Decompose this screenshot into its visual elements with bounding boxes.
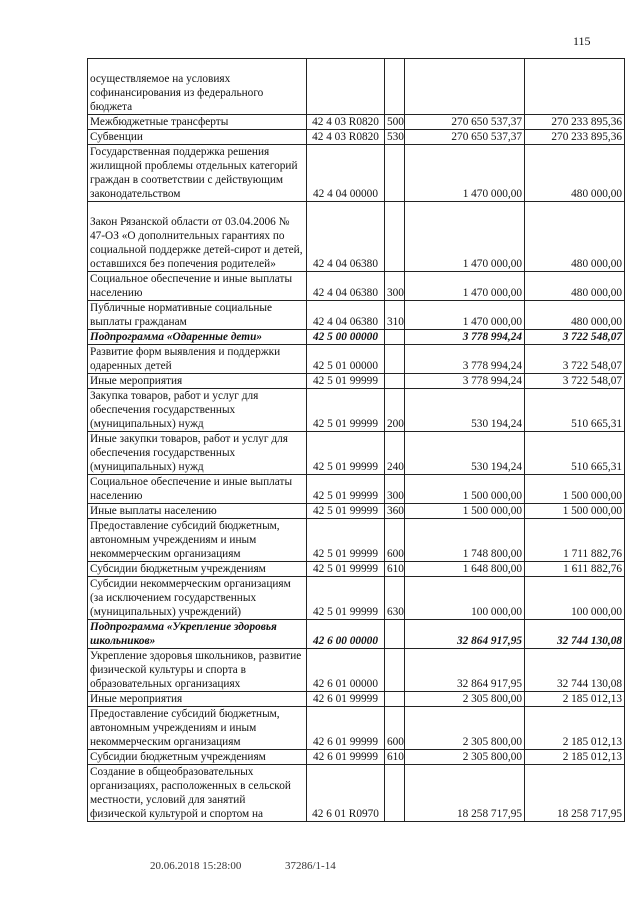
row-amount-2-cell: 2 185 012,13 [525, 707, 625, 750]
row-code-cell: 42 5 01 99999 [307, 504, 385, 519]
row-amount-1-cell: 32 864 917,95 [405, 649, 525, 692]
row-expense-type-cell: 240 [385, 432, 405, 475]
table-row [88, 577, 625, 620]
row-expense-type-cell: 360 [385, 504, 405, 519]
row-amount-1-cell: 2 305 800,00 [405, 750, 525, 765]
row-amount-1-cell: 1 470 000,00 [405, 202, 525, 272]
table-row [88, 432, 625, 475]
row-amount-1-cell: 530 194,24 [405, 432, 525, 475]
row-code-cell: 42 6 01 99999 [307, 692, 385, 707]
row-amount-2-cell: 32 744 130,08 [525, 649, 625, 692]
row-name-cell: Государственная поддержка решения жилищной проблемы отдельных категорий граждан в соответствии с действующим законодательством [88, 145, 307, 202]
row-amount-2-cell: 3 722 548,07 [525, 330, 625, 345]
table-row [88, 330, 625, 345]
table-row [88, 115, 625, 130]
row-amount-1-cell: 3 778 994,24 [405, 345, 525, 374]
row-amount-1-cell: 270 650 537,37 [405, 115, 525, 130]
row-expense-type-cell [385, 202, 405, 272]
row-amount-1-cell: 1 470 000,00 [405, 301, 525, 330]
row-code-cell: 42 4 04 00000 [307, 145, 385, 202]
row-name-cell: Укрепление здоровья школьников, развитие физической культуры и спорта в образовательных организациях [88, 649, 307, 692]
row-code-cell: 42 4 03 R0820 [307, 130, 385, 145]
row-amount-2-cell: 480 000,00 [525, 202, 625, 272]
row-expense-type-cell [385, 59, 405, 115]
row-amount-2-cell: 270 233 895,36 [525, 115, 625, 130]
row-name-cell: Иные закупки товаров, работ и услуг для обеспечения государственных (муниципальных) нужд [88, 432, 307, 475]
row-code-cell [307, 59, 385, 115]
row-expense-type-cell: 310 [385, 301, 405, 330]
row-amount-2-cell: 270 233 895,36 [525, 130, 625, 145]
row-amount-2-cell: 1 611 882,76 [525, 562, 625, 577]
row-amount-2-cell: 100 000,00 [525, 577, 625, 620]
row-amount-2-cell: 510 665,31 [525, 389, 625, 432]
row-name-cell: Закон Рязанской области от 03.04.2006 № 47-ОЗ «О дополнительных гарантиях по социальной поддержке детей-сирот и детей, оставшихся без попечения родителей» [88, 202, 307, 272]
budget-table-body [88, 59, 625, 822]
row-name-cell: Создание в общеобразовательных организациях, расположенных в сельской местности, условий для занятий физической культурой и спортом на [88, 765, 307, 822]
row-code-cell: 42 5 01 99999 [307, 475, 385, 504]
row-code-cell: 42 5 01 99999 [307, 389, 385, 432]
table-row [88, 504, 625, 519]
table-row [88, 765, 625, 822]
row-expense-type-cell: 600 [385, 707, 405, 750]
row-amount-1-cell: 3 778 994,24 [405, 374, 525, 389]
row-expense-type-cell: 600 [385, 519, 405, 562]
table-row [88, 389, 625, 432]
row-expense-type-cell [385, 620, 405, 649]
row-code-cell: 42 5 00 00000 [307, 330, 385, 345]
row-code-cell: 42 5 01 99999 [307, 562, 385, 577]
row-code-cell: 42 4 04 06380 [307, 202, 385, 272]
row-code-cell: 42 6 00 00000 [307, 620, 385, 649]
row-code-cell: 42 4 04 06380 [307, 301, 385, 330]
row-expense-type-cell [385, 765, 405, 822]
row-amount-2-cell: 2 185 012,13 [525, 750, 625, 765]
row-amount-2-cell: 480 000,00 [525, 301, 625, 330]
row-expense-type-cell: 300 [385, 475, 405, 504]
row-code-cell: 42 6 01 99999 [307, 707, 385, 750]
row-amount-2-cell: 3 722 548,07 [525, 345, 625, 374]
row-amount-2-cell: 1 500 000,00 [525, 475, 625, 504]
table-row [88, 475, 625, 504]
table-row [88, 620, 625, 649]
row-expense-type-cell [385, 145, 405, 202]
table-row [88, 202, 625, 272]
table-row [88, 59, 625, 115]
row-name-cell: Подпрограмма «Одаренные дети» [88, 330, 307, 345]
row-code-cell: 42 5 01 00000 [307, 345, 385, 374]
table-row [88, 301, 625, 330]
row-amount-2-cell: 3 722 548,07 [525, 374, 625, 389]
row-amount-1-cell: 2 305 800,00 [405, 692, 525, 707]
row-expense-type-cell: 530 [385, 130, 405, 145]
footer-timestamp: 20.06.2018 15:28:00 [150, 860, 242, 872]
row-amount-2-cell: 2 185 012,13 [525, 692, 625, 707]
row-expense-type-cell: 500 [385, 115, 405, 130]
row-amount-1-cell: 100 000,00 [405, 577, 525, 620]
row-name-cell: Закупка товаров, работ и услуг для обеспечения государственных (муниципальных) нужд [88, 389, 307, 432]
row-expense-type-cell: 200 [385, 389, 405, 432]
row-name-cell: Иные мероприятия [88, 374, 307, 389]
row-name-cell: Публичные нормативные социальные выплаты гражданам [88, 301, 307, 330]
row-amount-1-cell: 1 648 800,00 [405, 562, 525, 577]
table-row [88, 519, 625, 562]
table-row [88, 272, 625, 301]
row-code-cell: 42 6 01 99999 [307, 750, 385, 765]
row-amount-1-cell: 2 305 800,00 [405, 707, 525, 750]
row-name-cell: Предоставление субсидий бюджетным, автономным учреждениям и иным некоммерческим организациям [88, 519, 307, 562]
budget-table [87, 58, 625, 822]
row-name-cell: Субсидии бюджетным учреждениям [88, 750, 307, 765]
row-expense-type-cell [385, 330, 405, 345]
table-row [88, 649, 625, 692]
row-name-cell: Подпрограмма «Укрепление здоровья школьников» [88, 620, 307, 649]
table-row [88, 374, 625, 389]
table-row [88, 692, 625, 707]
row-amount-1-cell [405, 59, 525, 115]
row-amount-1-cell: 18 258 717,95 [405, 765, 525, 822]
page-number: 115 [573, 34, 591, 48]
row-amount-1-cell: 270 650 537,37 [405, 130, 525, 145]
row-amount-1-cell: 530 194,24 [405, 389, 525, 432]
row-amount-1-cell: 1 470 000,00 [405, 272, 525, 301]
row-expense-type-cell: 610 [385, 750, 405, 765]
row-name-cell: Социальное обеспечение и иные выплаты населению [88, 272, 307, 301]
row-code-cell: 42 4 03 R0820 [307, 115, 385, 130]
row-amount-2-cell [525, 59, 625, 115]
row-expense-type-cell: 300 [385, 272, 405, 301]
row-code-cell: 42 5 01 99999 [307, 577, 385, 620]
row-name-cell: Предоставление субсидий бюджетным, автономным учреждениям и иным некоммерческим организациям [88, 707, 307, 750]
row-code-cell: 42 5 01 99999 [307, 432, 385, 475]
row-name-cell: Субвенции [88, 130, 307, 145]
footer-document-number: 37286/1-14 [285, 860, 336, 872]
row-name-cell: Иные выплаты населению [88, 504, 307, 519]
row-expense-type-cell [385, 649, 405, 692]
row-amount-1-cell: 1 500 000,00 [405, 475, 525, 504]
row-expense-type-cell: 630 [385, 577, 405, 620]
row-code-cell: 42 6 01 00000 [307, 649, 385, 692]
row-amount-2-cell: 1 711 882,76 [525, 519, 625, 562]
row-amount-1-cell: 1 500 000,00 [405, 504, 525, 519]
row-name-cell: осуществляемое на условиях софинансирования из федерального бюджета [88, 59, 307, 115]
row-amount-2-cell: 1 500 000,00 [525, 504, 625, 519]
row-name-cell: Субсидии некоммерческим организациям (за исключением государственных (муниципальных) учреждений) [88, 577, 307, 620]
table-row [88, 562, 625, 577]
row-amount-2-cell: 510 665,31 [525, 432, 625, 475]
row-amount-1-cell: 1 470 000,00 [405, 145, 525, 202]
row-expense-type-cell [385, 692, 405, 707]
row-name-cell: Развитие форм выявления и поддержки одаренных детей [88, 345, 307, 374]
table-row [88, 707, 625, 750]
row-amount-2-cell: 480 000,00 [525, 145, 625, 202]
row-code-cell: 42 5 01 99999 [307, 374, 385, 389]
row-expense-type-cell [385, 374, 405, 389]
table-row [88, 145, 625, 202]
row-name-cell: Межбюджетные трансферты [88, 115, 307, 130]
row-amount-1-cell: 1 748 800,00 [405, 519, 525, 562]
row-code-cell: 42 4 04 06380 [307, 272, 385, 301]
row-name-cell: Субсидии бюджетным учреждениям [88, 562, 307, 577]
row-amount-2-cell: 32 744 130,08 [525, 620, 625, 649]
row-expense-type-cell [385, 345, 405, 374]
row-amount-1-cell: 32 864 917,95 [405, 620, 525, 649]
table-row [88, 750, 625, 765]
row-amount-2-cell: 480 000,00 [525, 272, 625, 301]
row-code-cell: 42 5 01 99999 [307, 519, 385, 562]
row-amount-1-cell: 3 778 994,24 [405, 330, 525, 345]
table-row [88, 345, 625, 374]
row-expense-type-cell: 610 [385, 562, 405, 577]
row-name-cell: Социальное обеспечение и иные выплаты населению [88, 475, 307, 504]
table-row [88, 130, 625, 145]
row-name-cell: Иные мероприятия [88, 692, 307, 707]
row-code-cell: 42 6 01 R0970 [307, 765, 385, 822]
row-amount-2-cell: 18 258 717,95 [525, 765, 625, 822]
